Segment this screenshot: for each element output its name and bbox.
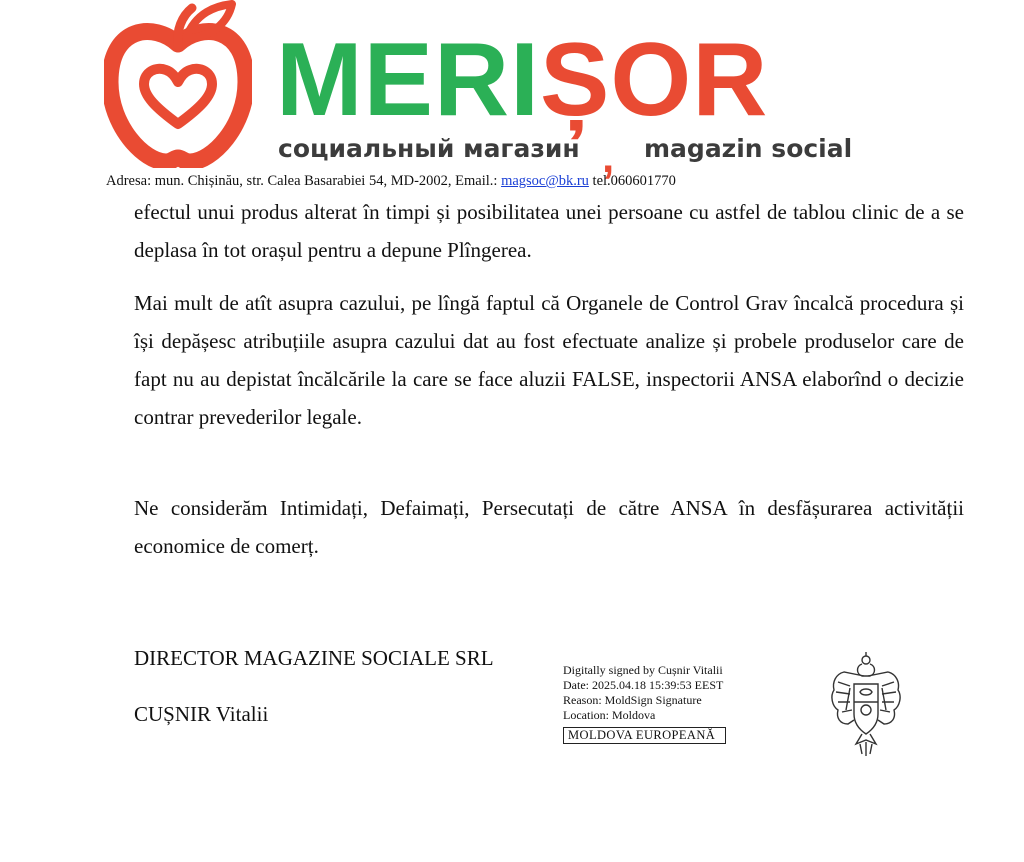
brand-part-red: ȘOR <box>540 22 769 138</box>
subtitle-romanian: magazin social <box>644 134 853 163</box>
brand-part-green: MERI <box>276 22 540 138</box>
signature-stamp-label: MOLDOVA EUROPEANĂ <box>563 727 726 744</box>
signed-by-line: Digitally signed by Cușnir Vitalii <box>563 663 723 677</box>
body-paragraph: Ne considerăm Intimidați, Defaimați, Persecutați de către ANSA în desfășurarea activității economice de comerț. <box>134 496 964 558</box>
signature-location-line: Location: Moldova <box>563 708 656 722</box>
signer-name: CUȘNIR Vitalii <box>134 702 269 726</box>
signature-reason-line: Reason: MoldSign Signature <box>563 693 702 707</box>
apple-heart-icon <box>104 0 252 168</box>
brand-wordmark <box>276 22 769 138</box>
digital-signature-block[interactable] <box>563 663 783 744</box>
body-paragraph: Mai mult de atît asupra cazului, pe lîngă faptul că Organele de Control Grav încalcă procedura și își depășesc atribuțiile asupra cazului dat au fost efectuate analize și probele produselor care de fapt nu au depistat încălcările la care se face aluzii FALSE, inspectorii ANSA elaborînd o decizie contrar prevederilor legale. <box>134 291 964 429</box>
moldova-coat-of-arms-icon <box>826 652 908 756</box>
phone-text: tel.060601770 <box>588 173 676 189</box>
comma-mark: , <box>602 133 615 182</box>
body-paragraph: efectul unui produs alterat în timpi și posibilitatea unei persoane cu astfel de tablou clinic de a se deplasa în tot orașul pentru a depune Plîngerea. <box>134 200 964 262</box>
subtitle-russian: социальный магазин <box>278 134 580 163</box>
email-link[interactable]: magsoc@bk.ru <box>501 173 589 189</box>
signature-date-line: Date: 2025.04.18 15:39:53 EEST <box>563 678 724 692</box>
address-line <box>106 172 906 190</box>
address-text: Adresa: mun. Chișinău, str. Calea Basarabiei 54, MD-2002, Email.: <box>106 173 502 189</box>
signer-title: DIRECTOR MAGAZINE SOCIALE SRL <box>134 646 494 670</box>
